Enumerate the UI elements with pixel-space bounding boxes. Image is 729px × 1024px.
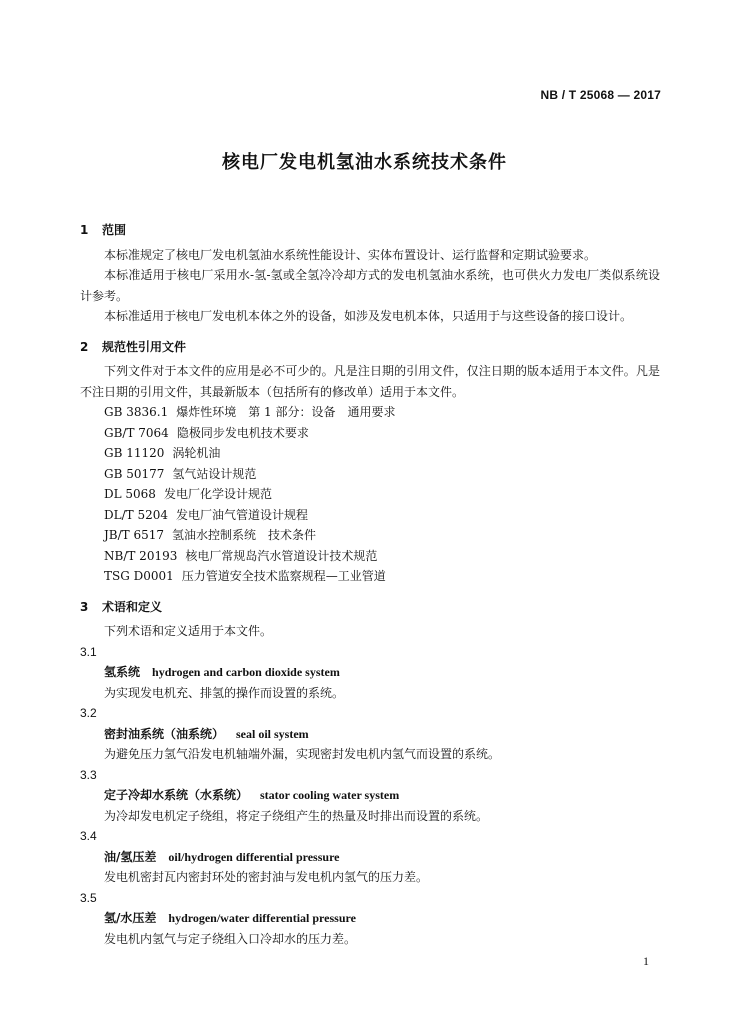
term-name-zh: 定子冷却水系统（水系统） bbox=[104, 788, 249, 802]
term-name bbox=[80, 662, 660, 683]
reference-title: 隐极同步发电机技术要求 bbox=[176, 425, 309, 440]
paragraph: 本标准适用于核电厂发电机本体之外的设备，如涉及发电机本体，只适用于与这些设备的接口设计。 bbox=[104, 309, 633, 323]
term-name-en: oil/hydrogen differential pressure bbox=[168, 849, 340, 864]
section-number: 2 bbox=[80, 339, 89, 354]
document-body bbox=[80, 220, 660, 949]
term-name bbox=[80, 785, 660, 806]
list-item bbox=[80, 525, 660, 546]
term-name-en: hydrogen and carbon dioxide system bbox=[152, 665, 340, 679]
paragraph: 本标准规定了核电厂发电机氢油水系统性能设计、实体布置设计、运行监督和定期试验要求。 bbox=[104, 247, 597, 262]
reference-title: 爆炸性环境 第 1 部分：设备 通用要求 bbox=[176, 405, 396, 419]
paragraph: 本标准适用于核电厂采用水-氢-氢或全氢冷冷却方式的发电机氢油水系统，也可供火力发电厂类似系统设计参考。 bbox=[80, 268, 660, 303]
reference-title: 压力管道安全技术监察规程—工业管道 bbox=[181, 569, 386, 583]
reference-code: GB 3836.1 bbox=[104, 405, 169, 419]
term-definition: 发电机内氢气与定子绕组入口冷却水的压力差。 bbox=[104, 931, 357, 946]
section-title: 术语和定义 bbox=[102, 599, 163, 614]
paragraph: 下列术语和定义适用于本文件。 bbox=[104, 624, 273, 638]
reference-code: GB 50177 bbox=[104, 466, 165, 481]
term-name-zh: 氢/水压差 bbox=[104, 911, 157, 925]
term-number: 3.5 bbox=[80, 890, 97, 905]
term-name-en: stator cooling water system bbox=[260, 788, 400, 802]
term-name-zh: 油/氢压差 bbox=[104, 849, 157, 864]
section-title: 规范性引用文件 bbox=[102, 339, 187, 354]
reference-title: 涡轮机油 bbox=[172, 446, 221, 460]
standard-number: NB / T 25068 — 2017 bbox=[540, 88, 661, 102]
list-item bbox=[80, 402, 660, 423]
reference-title: 氢气站设计规范 bbox=[172, 466, 257, 481]
reference-code: DL 5068 bbox=[104, 487, 156, 501]
reference-code: JB/T 6517 bbox=[104, 528, 165, 542]
term-name bbox=[80, 724, 660, 745]
list-item bbox=[80, 505, 660, 526]
section-number: 3 bbox=[80, 599, 89, 614]
term-number: 3.2 bbox=[80, 706, 97, 720]
term-definition: 为实现发电机充、排氢的操作而设置的系统。 bbox=[104, 685, 345, 700]
reference-title: 核电厂常规岛汽水管道设计技术规范 bbox=[185, 548, 378, 563]
term-name-zh: 氢系统 bbox=[104, 665, 141, 679]
reference-list bbox=[80, 402, 660, 587]
section-heading-references bbox=[80, 337, 660, 358]
term-definition: 为避免压力氢气沿发电机轴端外漏，实现密封发电机内氢气而设置的系统。 bbox=[104, 747, 501, 761]
term-definition: 为冷却发电机定子绕组，将定子绕组产生的热量及时排出而设置的系统。 bbox=[104, 808, 489, 823]
term-name bbox=[80, 908, 660, 929]
list-item bbox=[80, 443, 660, 464]
list-item bbox=[80, 464, 660, 485]
section-title: 范围 bbox=[102, 223, 127, 237]
term-name bbox=[80, 847, 660, 868]
term-number: 3.1 bbox=[80, 644, 97, 659]
reference-code: GB 11120 bbox=[104, 446, 165, 460]
section-number: 1 bbox=[80, 223, 89, 237]
term-name-zh: 密封油系统（油系统） bbox=[104, 726, 225, 741]
reference-code: TSG D0001 bbox=[104, 569, 174, 583]
list-item bbox=[80, 484, 660, 505]
section-heading-scope bbox=[80, 220, 660, 241]
term-name-en: hydrogen/water differential pressure bbox=[168, 911, 356, 925]
term-number: 3.3 bbox=[80, 767, 97, 782]
page-title: 核电厂发电机氢油水系统技术条件 bbox=[222, 152, 507, 173]
reference-title: 氢油水控制系统 技术条件 bbox=[172, 528, 317, 542]
page-number: 1 bbox=[643, 954, 649, 968]
paragraph: 下列文件对于本文件的应用是必不可少的。凡是注日期的引用文件，仅注日期的版本适用于本文件。凡是不注日期的引用文件，其最新版本（包括所有的修改单）适用于本文件。 bbox=[80, 364, 660, 399]
term-name-en: seal oil system bbox=[236, 726, 309, 741]
reference-title: 发电厂化学设计规范 bbox=[163, 487, 272, 501]
reference-title: 发电厂油气管道设计规程 bbox=[176, 507, 309, 522]
reference-code: NB/T 20193 bbox=[104, 548, 178, 563]
reference-code: GB/T 7064 bbox=[104, 425, 169, 440]
list-item bbox=[80, 566, 660, 587]
term-definition: 发电机密封瓦内密封环处的密封油与发电机内氢气的压力差。 bbox=[104, 870, 429, 884]
list-item bbox=[80, 546, 660, 567]
reference-code: DL/T 5204 bbox=[104, 507, 168, 522]
section-heading-terms bbox=[80, 597, 660, 618]
list-item bbox=[80, 423, 660, 444]
term-number: 3.4 bbox=[80, 829, 97, 843]
